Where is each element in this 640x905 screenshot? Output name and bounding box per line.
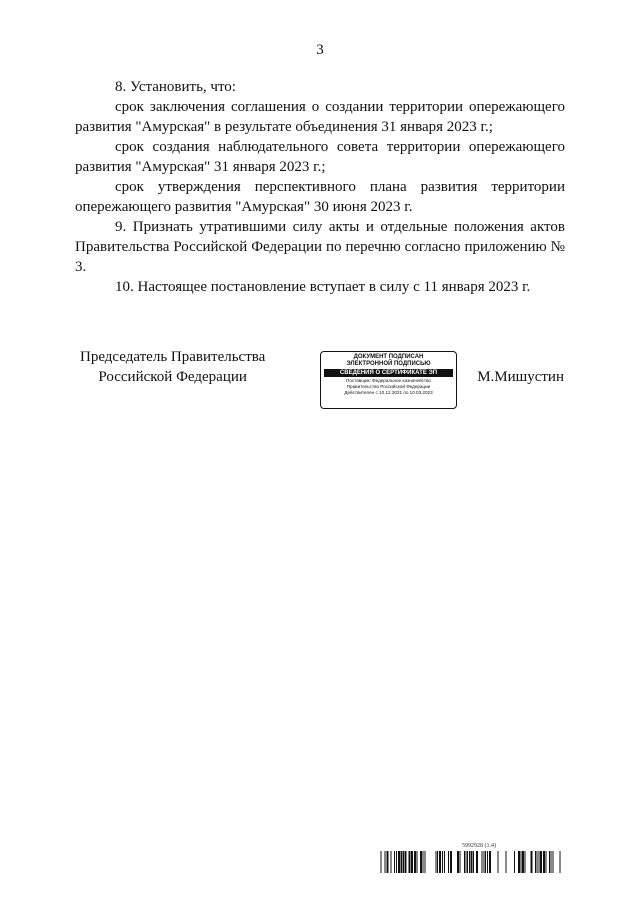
stamp-line1: ДОКУМЕНТ ПОДПИСАН (353, 354, 424, 360)
document-code: 5992928 (1.4) (462, 843, 496, 849)
page-number: 3 (316, 42, 324, 58)
barcode-image (379, 851, 564, 873)
paragraph-9: 9. Признать утратившими силу акты и отдельные положения актов Правительства Российской Федерации по перечню согласно приложению № 3. (75, 219, 565, 275)
paragraph-8-agreement-deadline: срок заключения соглашения о создании территории опережающего развития "Амурская" в результате объединения 31 января 2023 г.; (75, 99, 565, 135)
signatory-title-line1: Председатель Правительства (80, 349, 266, 365)
paragraph-8-plan-deadline: срок утверждения перспективного плана развития территории опережающего развития "Амурская" 30 июня 2023 г. (75, 179, 565, 215)
paragraph-8-council-deadline: срок создания наблюдательного совета территории опережающего развития "Амурская" 31 января 2023 г.; (75, 139, 565, 175)
signatory-name: М.Мишустин (477, 369, 564, 385)
signatory-title-line2: Российской Федерации (98, 369, 247, 385)
stamp-certificate-bar: СВЕДЕНИЯ О СЕРТИФИКАТЕ ЭП (324, 369, 453, 377)
stamp-validity: Действителен с 10.12.2021 по 10.03.2023 (344, 390, 433, 395)
resolution-body (75, 77, 565, 297)
stamp-line2: ЭЛЕКТРОННОЙ ПОДПИСЬЮ (346, 361, 431, 367)
stamp-supplier-line1: Поставщик: Федеральное казначейство (346, 378, 431, 383)
stamp-supplier-line2: Правительство Российской Федерации (346, 384, 431, 389)
paragraph-10: 10. Настоящее постановление вступает в силу с 11 января 2023 г. (115, 279, 531, 295)
electronic-signature-stamp (320, 351, 457, 409)
signatory-title (80, 347, 265, 387)
paragraph-8-intro: 8. Установить, что: (115, 79, 236, 95)
